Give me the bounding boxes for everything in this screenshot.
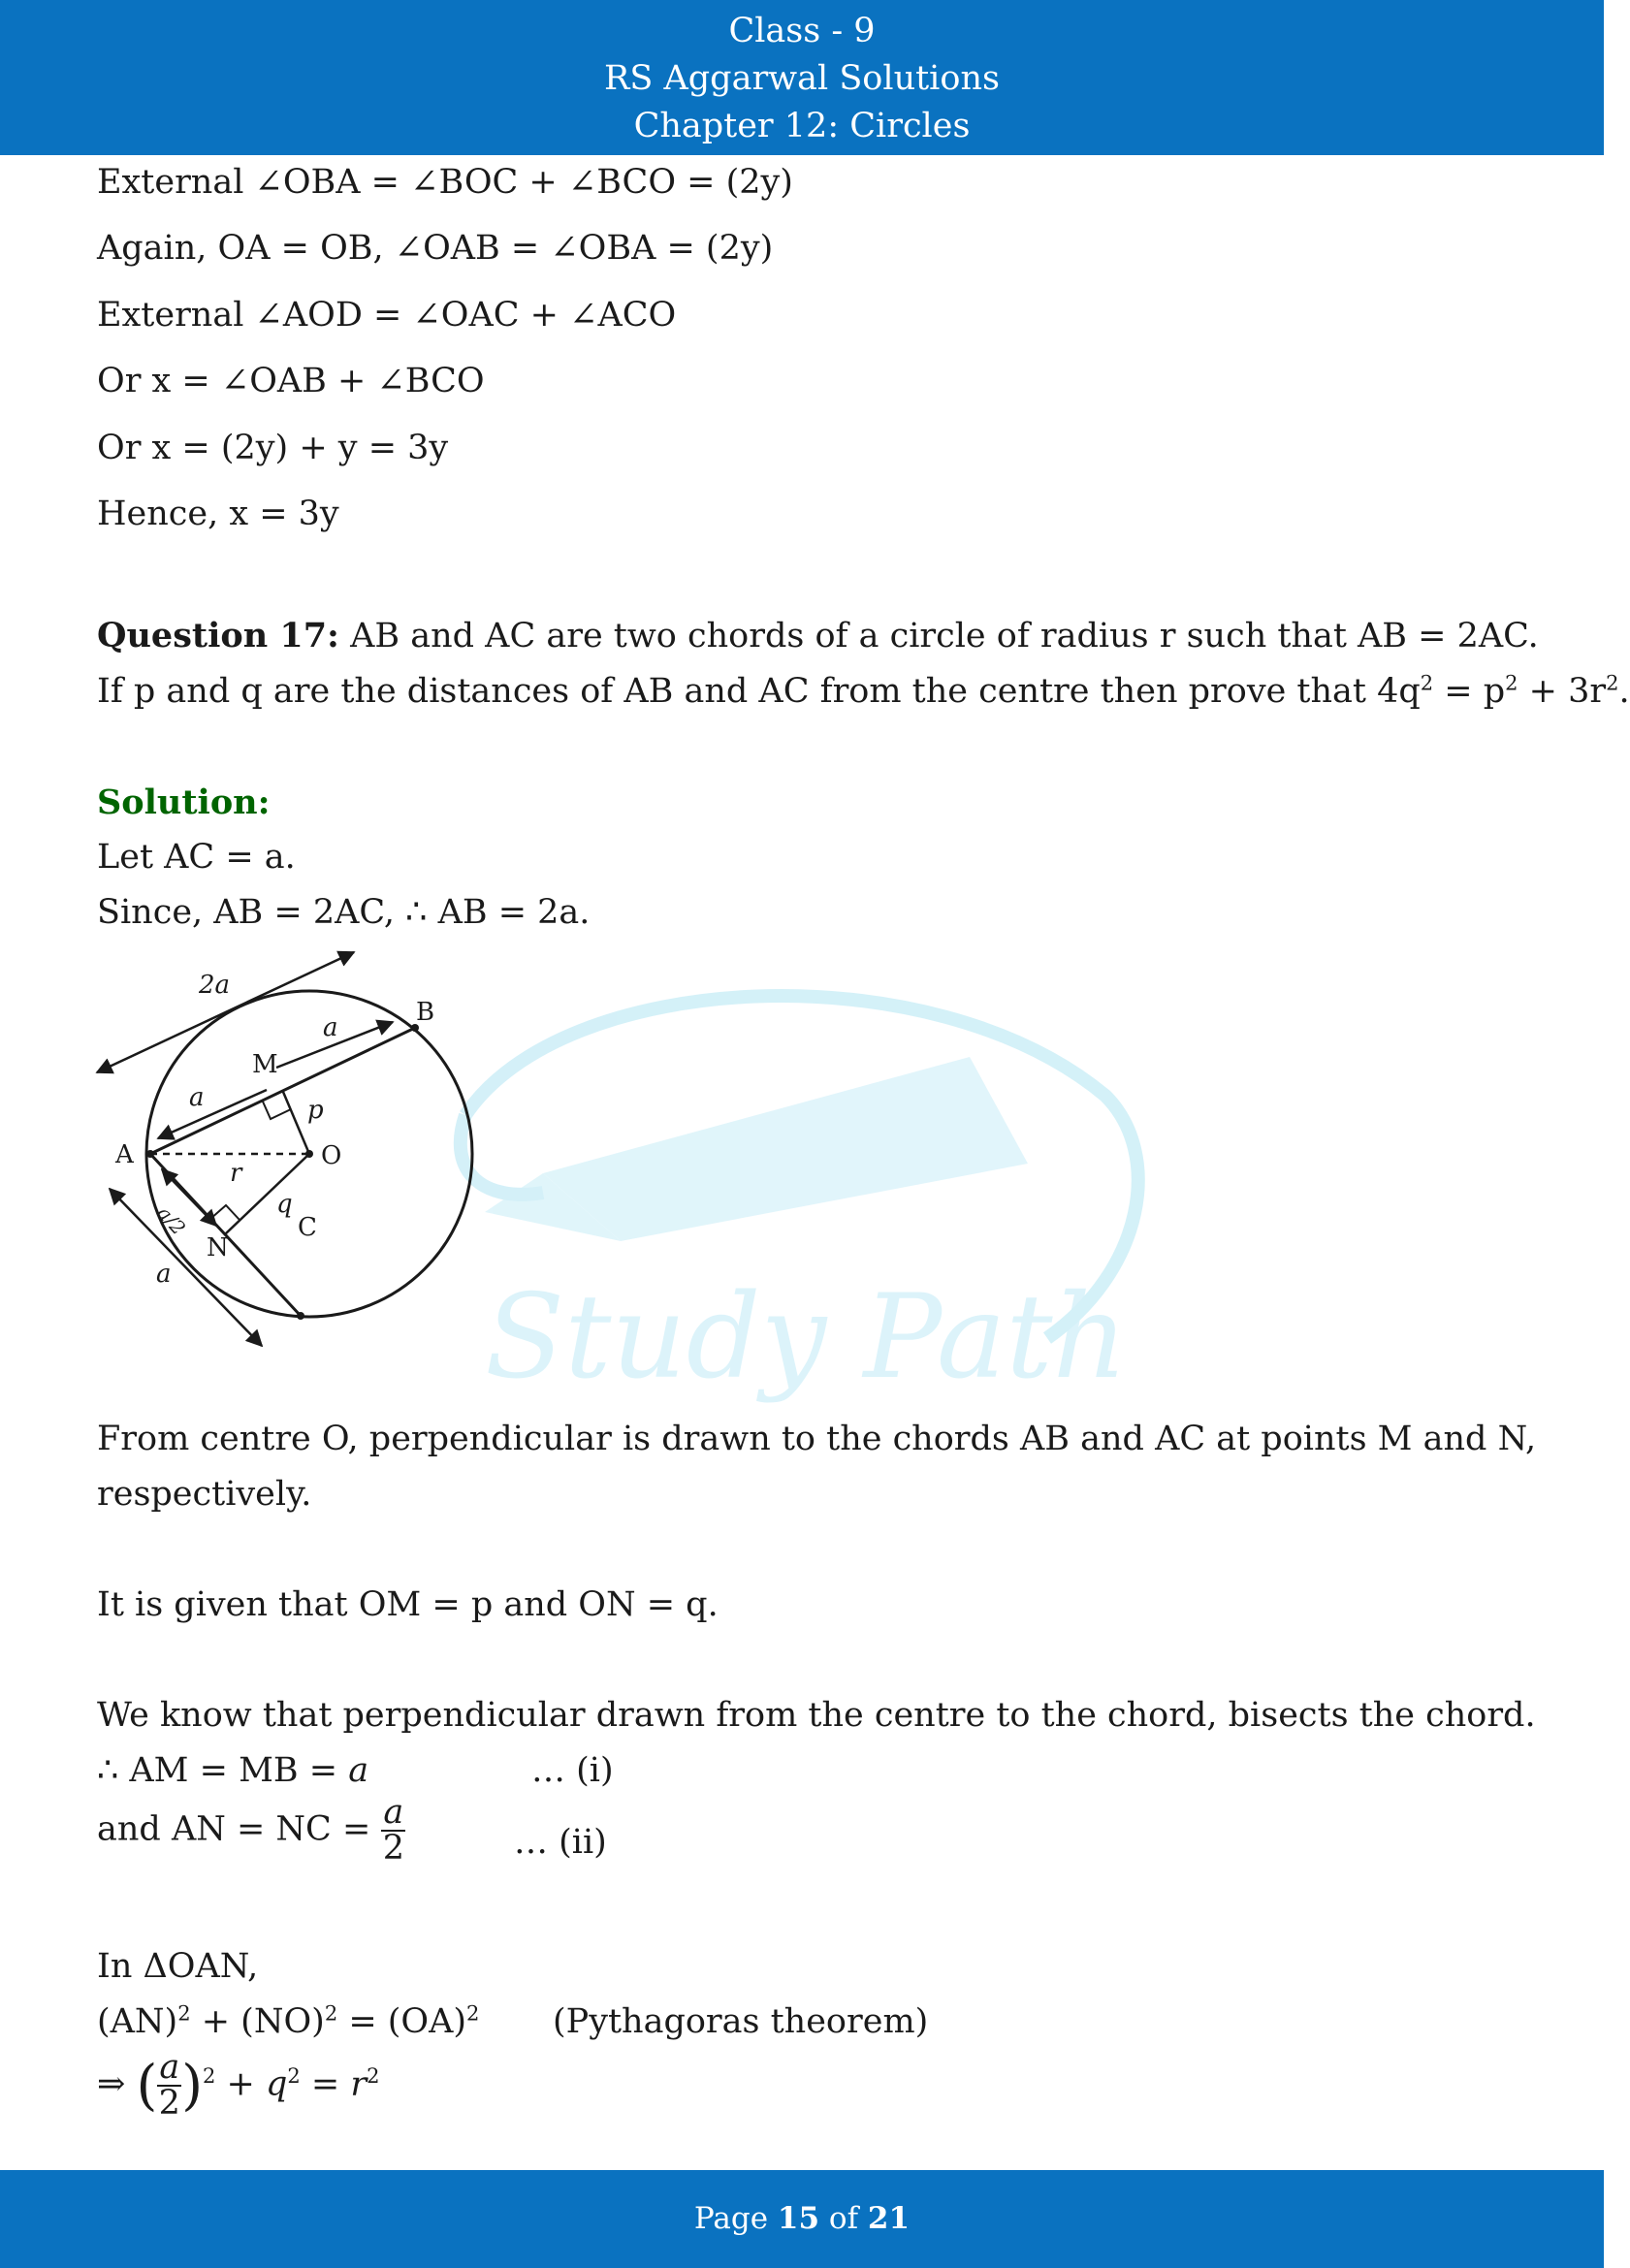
header-book: RS Aggarwal Solutions bbox=[604, 59, 1000, 98]
text-line: It is given that OM = p and ON = q. bbox=[97, 1585, 719, 1624]
equation-var: a bbox=[348, 1751, 369, 1790]
label-n: N bbox=[207, 1233, 229, 1262]
equation-text: = r bbox=[300, 2064, 368, 2104]
page-footer bbox=[0, 2170, 1604, 2268]
fraction bbox=[381, 1793, 405, 1868]
text-line: In ΔOAN, bbox=[97, 1947, 259, 1986]
label-m: M bbox=[252, 1050, 278, 1079]
superscript: 2 bbox=[1420, 671, 1434, 695]
text-line: Or x = (2y) + y = 3y bbox=[97, 429, 449, 467]
label-a: A bbox=[115, 1140, 134, 1169]
question-text: . bbox=[1618, 672, 1630, 711]
label-o: O bbox=[321, 1141, 342, 1170]
paren: ) bbox=[181, 2054, 204, 2118]
fraction-denominator: 2 bbox=[158, 2084, 180, 2123]
equation-tag-ii: … (ii) bbox=[514, 1823, 607, 1862]
equation-text: + q bbox=[215, 2064, 288, 2104]
superscript: 2 bbox=[1505, 671, 1518, 695]
equation-text: ∴ AM = MB = bbox=[97, 1751, 349, 1790]
page-header bbox=[0, 0, 1604, 155]
question-line bbox=[97, 616, 1539, 655]
study-path-watermark-logo bbox=[427, 950, 1183, 1435]
implies-equation bbox=[97, 2048, 380, 2123]
text-line: respectively. bbox=[97, 1475, 312, 1514]
text-line: Since, AB = 2AC, ∴ AB = 2a. bbox=[97, 893, 591, 932]
equation-text: ⇒ bbox=[97, 2064, 137, 2104]
label-2a: 2a bbox=[199, 971, 231, 1000]
perp-om bbox=[283, 1092, 309, 1154]
label-a-top: a bbox=[323, 1013, 338, 1042]
text-line: Hence, x = 3y bbox=[97, 495, 339, 533]
equation-ii bbox=[97, 1793, 405, 1868]
superscript: 2 bbox=[203, 2063, 216, 2088]
label-a-left: a bbox=[189, 1083, 205, 1112]
equation-tag-i: … (i) bbox=[531, 1751, 614, 1790]
superscript: 2 bbox=[287, 2063, 301, 2088]
question-text: AB and AC are two chords of a circle of radius r such that AB = 2AC. bbox=[338, 617, 1539, 655]
right-angle-m bbox=[263, 1102, 291, 1119]
question-label: Question 17: bbox=[97, 616, 339, 655]
question-text: + 3r bbox=[1518, 672, 1607, 711]
text-line: Again, OA = OB, ∠OAB = ∠OBA = (2y) bbox=[97, 229, 774, 268]
question-text: If p and q are the distances of AB and AC from the centre then prove that 4q bbox=[97, 672, 1421, 711]
fraction-numerator: a bbox=[383, 1793, 404, 1832]
point-a bbox=[146, 1150, 154, 1158]
dimension-arrow-a bbox=[110, 1189, 262, 1346]
text-line: We know that perpendicular drawn from the centre to the chord, bisects the chord. bbox=[97, 1696, 1536, 1735]
equation-text: = (OA) bbox=[337, 2002, 467, 2041]
equation-text: + (NO) bbox=[190, 2002, 325, 2041]
label-c: C bbox=[298, 1213, 317, 1242]
point-o bbox=[305, 1150, 313, 1158]
superscript: 2 bbox=[367, 2063, 380, 2088]
label-a-bottom: a bbox=[156, 1260, 172, 1289]
fraction-denominator: 2 bbox=[382, 1829, 404, 1868]
paren: ( bbox=[136, 2054, 158, 2118]
label-q: q bbox=[276, 1190, 293, 1219]
label-r: r bbox=[230, 1159, 242, 1188]
superscript: 2 bbox=[324, 2001, 338, 2026]
pythagoras-note: (Pythagoras theorem) bbox=[553, 2002, 929, 2041]
equation-text: and AN = NC = bbox=[97, 1809, 382, 1849]
dimension-arrow-am bbox=[158, 1090, 267, 1138]
question-line-2 bbox=[97, 672, 1630, 711]
footer-middle: of bbox=[819, 2201, 868, 2236]
svg-text:Study Path: Study Path bbox=[485, 1270, 1128, 1405]
footer-prefix: Page bbox=[693, 2201, 778, 2236]
question-text: = p bbox=[1433, 672, 1506, 711]
footer-total-pages: 21 bbox=[867, 2201, 911, 2236]
circle-chords-diagram bbox=[92, 939, 499, 1358]
pythagoras-equation bbox=[97, 2002, 479, 2041]
equation-text: (AN) bbox=[97, 2002, 178, 2041]
header-chapter: Chapter 12: Circles bbox=[633, 107, 971, 145]
text-line: External ∠OBA = ∠BOC + ∠BCO = (2y) bbox=[97, 163, 793, 202]
superscript: 2 bbox=[177, 2001, 191, 2026]
label-b: B bbox=[416, 998, 435, 1027]
text-line: Or x = ∠OAB + ∠BCO bbox=[97, 362, 485, 400]
superscript: 2 bbox=[1606, 671, 1619, 695]
text-line: From centre O, perpendicular is drawn to the chords AB and AC at points M and N, bbox=[97, 1420, 1537, 1458]
solution-label: Solution: bbox=[97, 783, 271, 822]
footer-current-page: 15 bbox=[777, 2201, 820, 2236]
superscript: 2 bbox=[466, 2001, 480, 2026]
text-line: Let AC = a. bbox=[97, 838, 296, 877]
label-a-half: a/2 bbox=[152, 1200, 191, 1240]
label-p: p bbox=[307, 1096, 324, 1125]
point-c bbox=[297, 1312, 304, 1320]
equation-i bbox=[97, 1751, 368, 1790]
fraction bbox=[157, 2048, 181, 2123]
text-line: External ∠AOD = ∠OAC + ∠ACO bbox=[97, 296, 677, 335]
fraction-numerator: a bbox=[159, 2048, 180, 2087]
header-class: Class - 9 bbox=[728, 12, 876, 50]
right-angle-n bbox=[210, 1205, 240, 1220]
